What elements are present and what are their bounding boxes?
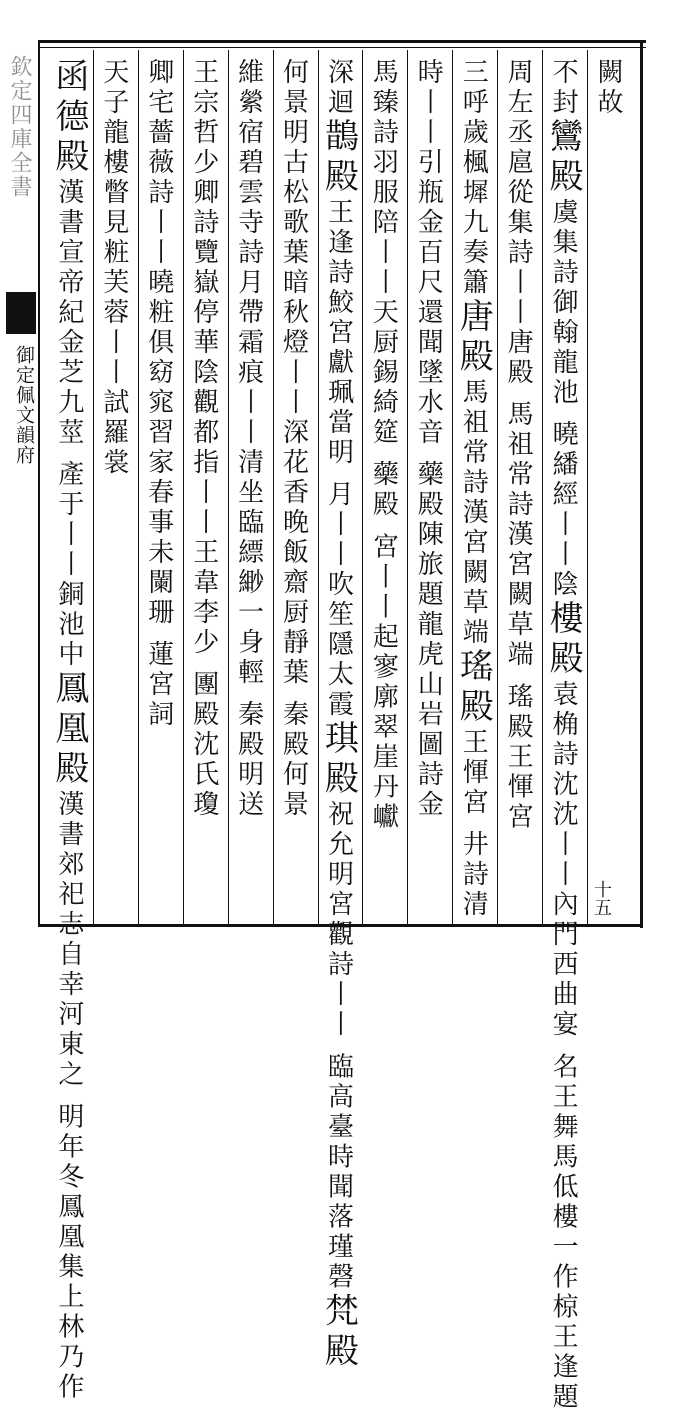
gutter-divider — [38, 40, 40, 927]
text-column — [453, 58, 495, 921]
column-rule — [407, 50, 408, 924]
column-text-segment: 何景明古松歌葉暗秋燈丨丨深花香晚飯齋厨靜葉 秦殿何景 — [278, 58, 309, 821]
column-text-segment: 維縈宿碧雲寺詩月帶霜痕丨丨清坐臨縹緲一身輕 秦殿明送 — [233, 58, 264, 821]
column-text-segment: 漢書郊祀志自幸河東之 明年冬鳳凰集上林乃作 — [53, 790, 84, 1403]
column-text-segment: 虞集詩御翰龍池 曉繙經丨丨陰 — [548, 198, 579, 601]
column-text-segment: 唐殿 — [453, 298, 494, 378]
column-text-segment: 梵殿 — [318, 1292, 359, 1373]
column-rule — [587, 50, 588, 924]
text-column — [275, 58, 316, 918]
column-text-segment: 卿宅薔薇詩丨丨曉粧俱窈窕習家春事未闌珊 蓮宮詞 — [143, 58, 174, 731]
text-column — [95, 58, 136, 918]
column-text-segment: 王宗哲少卿詩覽嶽停華陰觀都指丨丨王韋李少 團殿沈氏瓊 — [188, 58, 219, 821]
column-text-segment: 周左丞扈從集詩丨丨唐殿 馬祖常詩漢宮闕草端 瑤殿王惲宮 — [503, 58, 534, 833]
column-text-segment: 時丨丨引瓶金百尺還聞墜水音 藥殿陳旅題龍虎山岩圖詩金 — [413, 58, 444, 821]
column-text-segment: 樓殿 — [543, 600, 584, 681]
column-text-segment: 闕故 — [592, 58, 623, 118]
column-text-segment: 鳳凰殿 — [48, 670, 89, 791]
text-column — [185, 58, 226, 918]
column-text-segment: 鵲殿 — [318, 118, 359, 198]
column-rule — [497, 50, 498, 924]
column-text-segment: 祝允明宮觀詩丨丨 臨高臺時聞落瑾磬 — [323, 800, 354, 1293]
frame-right-border — [640, 40, 643, 928]
text-column — [409, 58, 450, 918]
gutter-book-title: 御定佩文韻府 — [13, 345, 35, 465]
column-rule — [452, 50, 453, 924]
column-rule — [93, 50, 94, 924]
column-text-segment: 鸞殿 — [543, 118, 584, 198]
column-text-segment: 天子龍樓瞥見粧 — [98, 58, 129, 268]
column-text-segment: 瑤殿 — [453, 648, 494, 728]
column-text-segment: 馬臻詩羽服陪丨丨天厨錫綺筵 藥殿 宮丨丨起寥廓翠崖丹巘 — [368, 58, 399, 833]
fishtail-mark — [6, 292, 36, 334]
column-text-segment: 三呼歲楓墀九奏簫 — [458, 58, 489, 298]
gutter-series-title: 欽定四庫全書 — [7, 55, 32, 199]
frame-top-inner-border — [38, 47, 646, 48]
column-text-segment: 王惲宮 井詩清 — [458, 728, 489, 921]
column-text-segment: 函德殿 — [48, 58, 89, 178]
column-rule — [542, 50, 543, 924]
text-column — [364, 58, 405, 918]
column-rule — [318, 50, 319, 924]
column-text-segment: 不封 — [548, 58, 579, 118]
page-number: 十五 — [591, 880, 612, 916]
text-column — [499, 58, 540, 918]
frame-top-border — [38, 40, 646, 43]
text-column — [140, 58, 181, 918]
text-column — [589, 58, 630, 918]
column-text-segment: 袁桷詩沈沈丨丨內門西曲宴 名王舞馬低樓一作椋王逢題 — [548, 680, 579, 1413]
column-rule — [228, 50, 229, 924]
text-column — [543, 58, 585, 1413]
column-rule — [138, 50, 139, 924]
text-column — [230, 58, 271, 918]
column-rule — [183, 50, 184, 924]
column-text-segment: 馬祖常詩漢宮闕草端 — [458, 378, 489, 648]
column-text-segment: 深迴 — [323, 58, 354, 118]
column-text-segment: 漢書宣帝紀金芝九莖 產于丨丨銅池中 — [53, 178, 84, 671]
text-column — [48, 58, 91, 1403]
text-column — [318, 58, 361, 1373]
column-text-segment: 王逢詩鮫宮獻珮當明 月丨丨吹笙隱太霞 — [323, 198, 354, 721]
column-text-segment: 芙蓉丨丨試羅裳 — [98, 268, 129, 478]
column-rule — [273, 50, 274, 924]
column-text-segment: 琪殿 — [318, 720, 359, 801]
column-rule — [362, 50, 363, 924]
